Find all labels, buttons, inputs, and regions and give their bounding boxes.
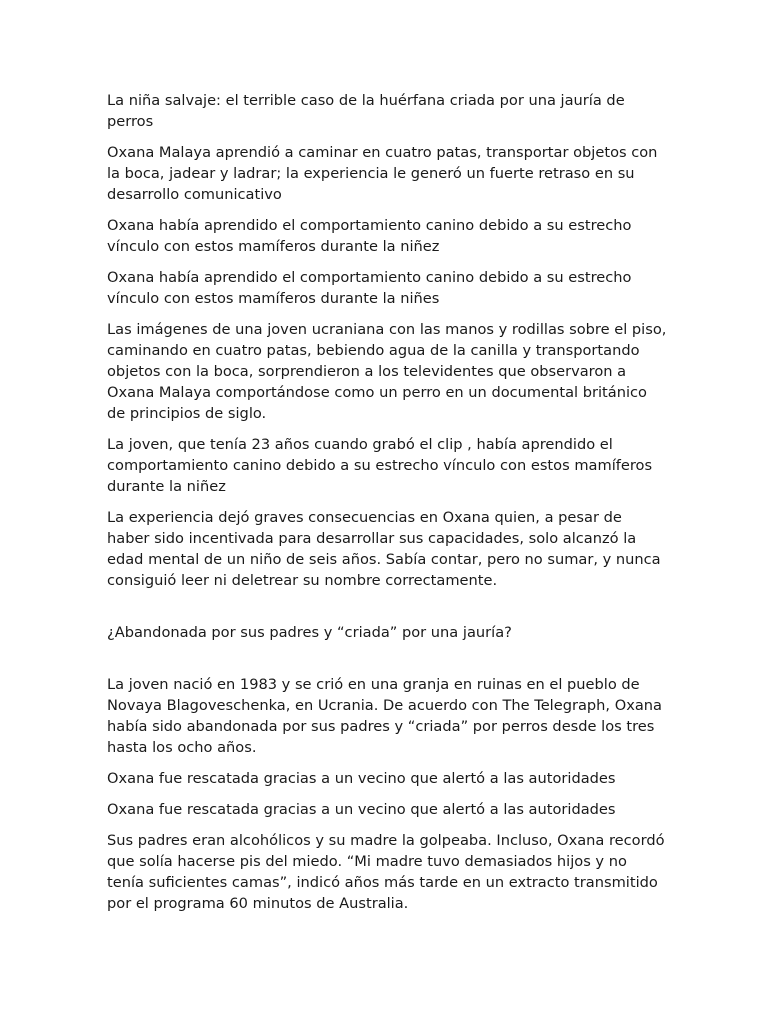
body-paragraph: La joven, que tenía 23 años cuando grabó el clip , había aprendido el comportamiento canino debido a su estrecho vínculo con estos mamíferos durante la niñez (107, 436, 653, 495)
body-paragraph: Sus padres eran alcohólicos y su madre la golpeaba. Incluso, Oxana recordó que solía hacerse pis del miedo. “Mi madre tuvo demasiados hijos y no tenía suficientes camas”, indicó años más tarde en un extracto transmitido por el programa 60 minutos de Australia. (107, 832, 665, 912)
body-paragraph: Oxana había aprendido el comportamiento canino debido a su estrecho vínculo con estos mamíferos durante la niñes (107, 269, 632, 307)
document-title: La niña salvaje: el terrible caso de la huérfana criada por una jauría de perros (107, 92, 625, 130)
body-paragraph: Oxana había aprendido el comportamiento canino debido a su estrecho vínculo con estos mamíferos durante la niñez (107, 217, 632, 255)
body-paragraph: La experiencia dejó graves consecuencias en Oxana quien, a pesar de haber sido incentivada para desarrollar sus capacidades, solo alcanzó la edad mental de un niño de seis años. Sabía contar, pero no sumar, y nunca consiguió leer ni deletrear su nombre correctamente. (107, 509, 661, 589)
document-page (107, 90, 667, 924)
subtitle-paragraph: Oxana Malaya aprendió a caminar en cuatro patas, transportar objetos con la boca, jadear y ladrar; la experiencia le generó un fuerte retraso en su desarrollo comunicativo (107, 144, 658, 203)
body-paragraph: La joven nació en 1983 y se crió en una granja en ruinas en el pueblo de Novaya Blagoveschenka, en Ucrania. De acuerdo con The Telegraph, Oxana había sido abandonada por sus padres y “criada” por perros desde los tres hasta los ocho años. (107, 676, 662, 756)
section-heading: ¿Abandonada por sus padres y “criada” por una jauría? (107, 624, 512, 641)
body-paragraph: Oxana fue rescatada gracias a un vecino que alertó a las autoridades (107, 770, 616, 787)
body-paragraph: Las imágenes de una joven ucraniana con las manos y rodillas sobre el piso, caminando en cuatro patas, bebiendo agua de la canilla y transportando objetos con la boca, sorprendieron a los televidentes que observaron a Oxana Malaya comportándose como un perro en un documental británico de principios de siglo. (107, 321, 667, 422)
body-paragraph: Oxana fue rescatada gracias a un vecino que alertó a las autoridades (107, 801, 616, 818)
